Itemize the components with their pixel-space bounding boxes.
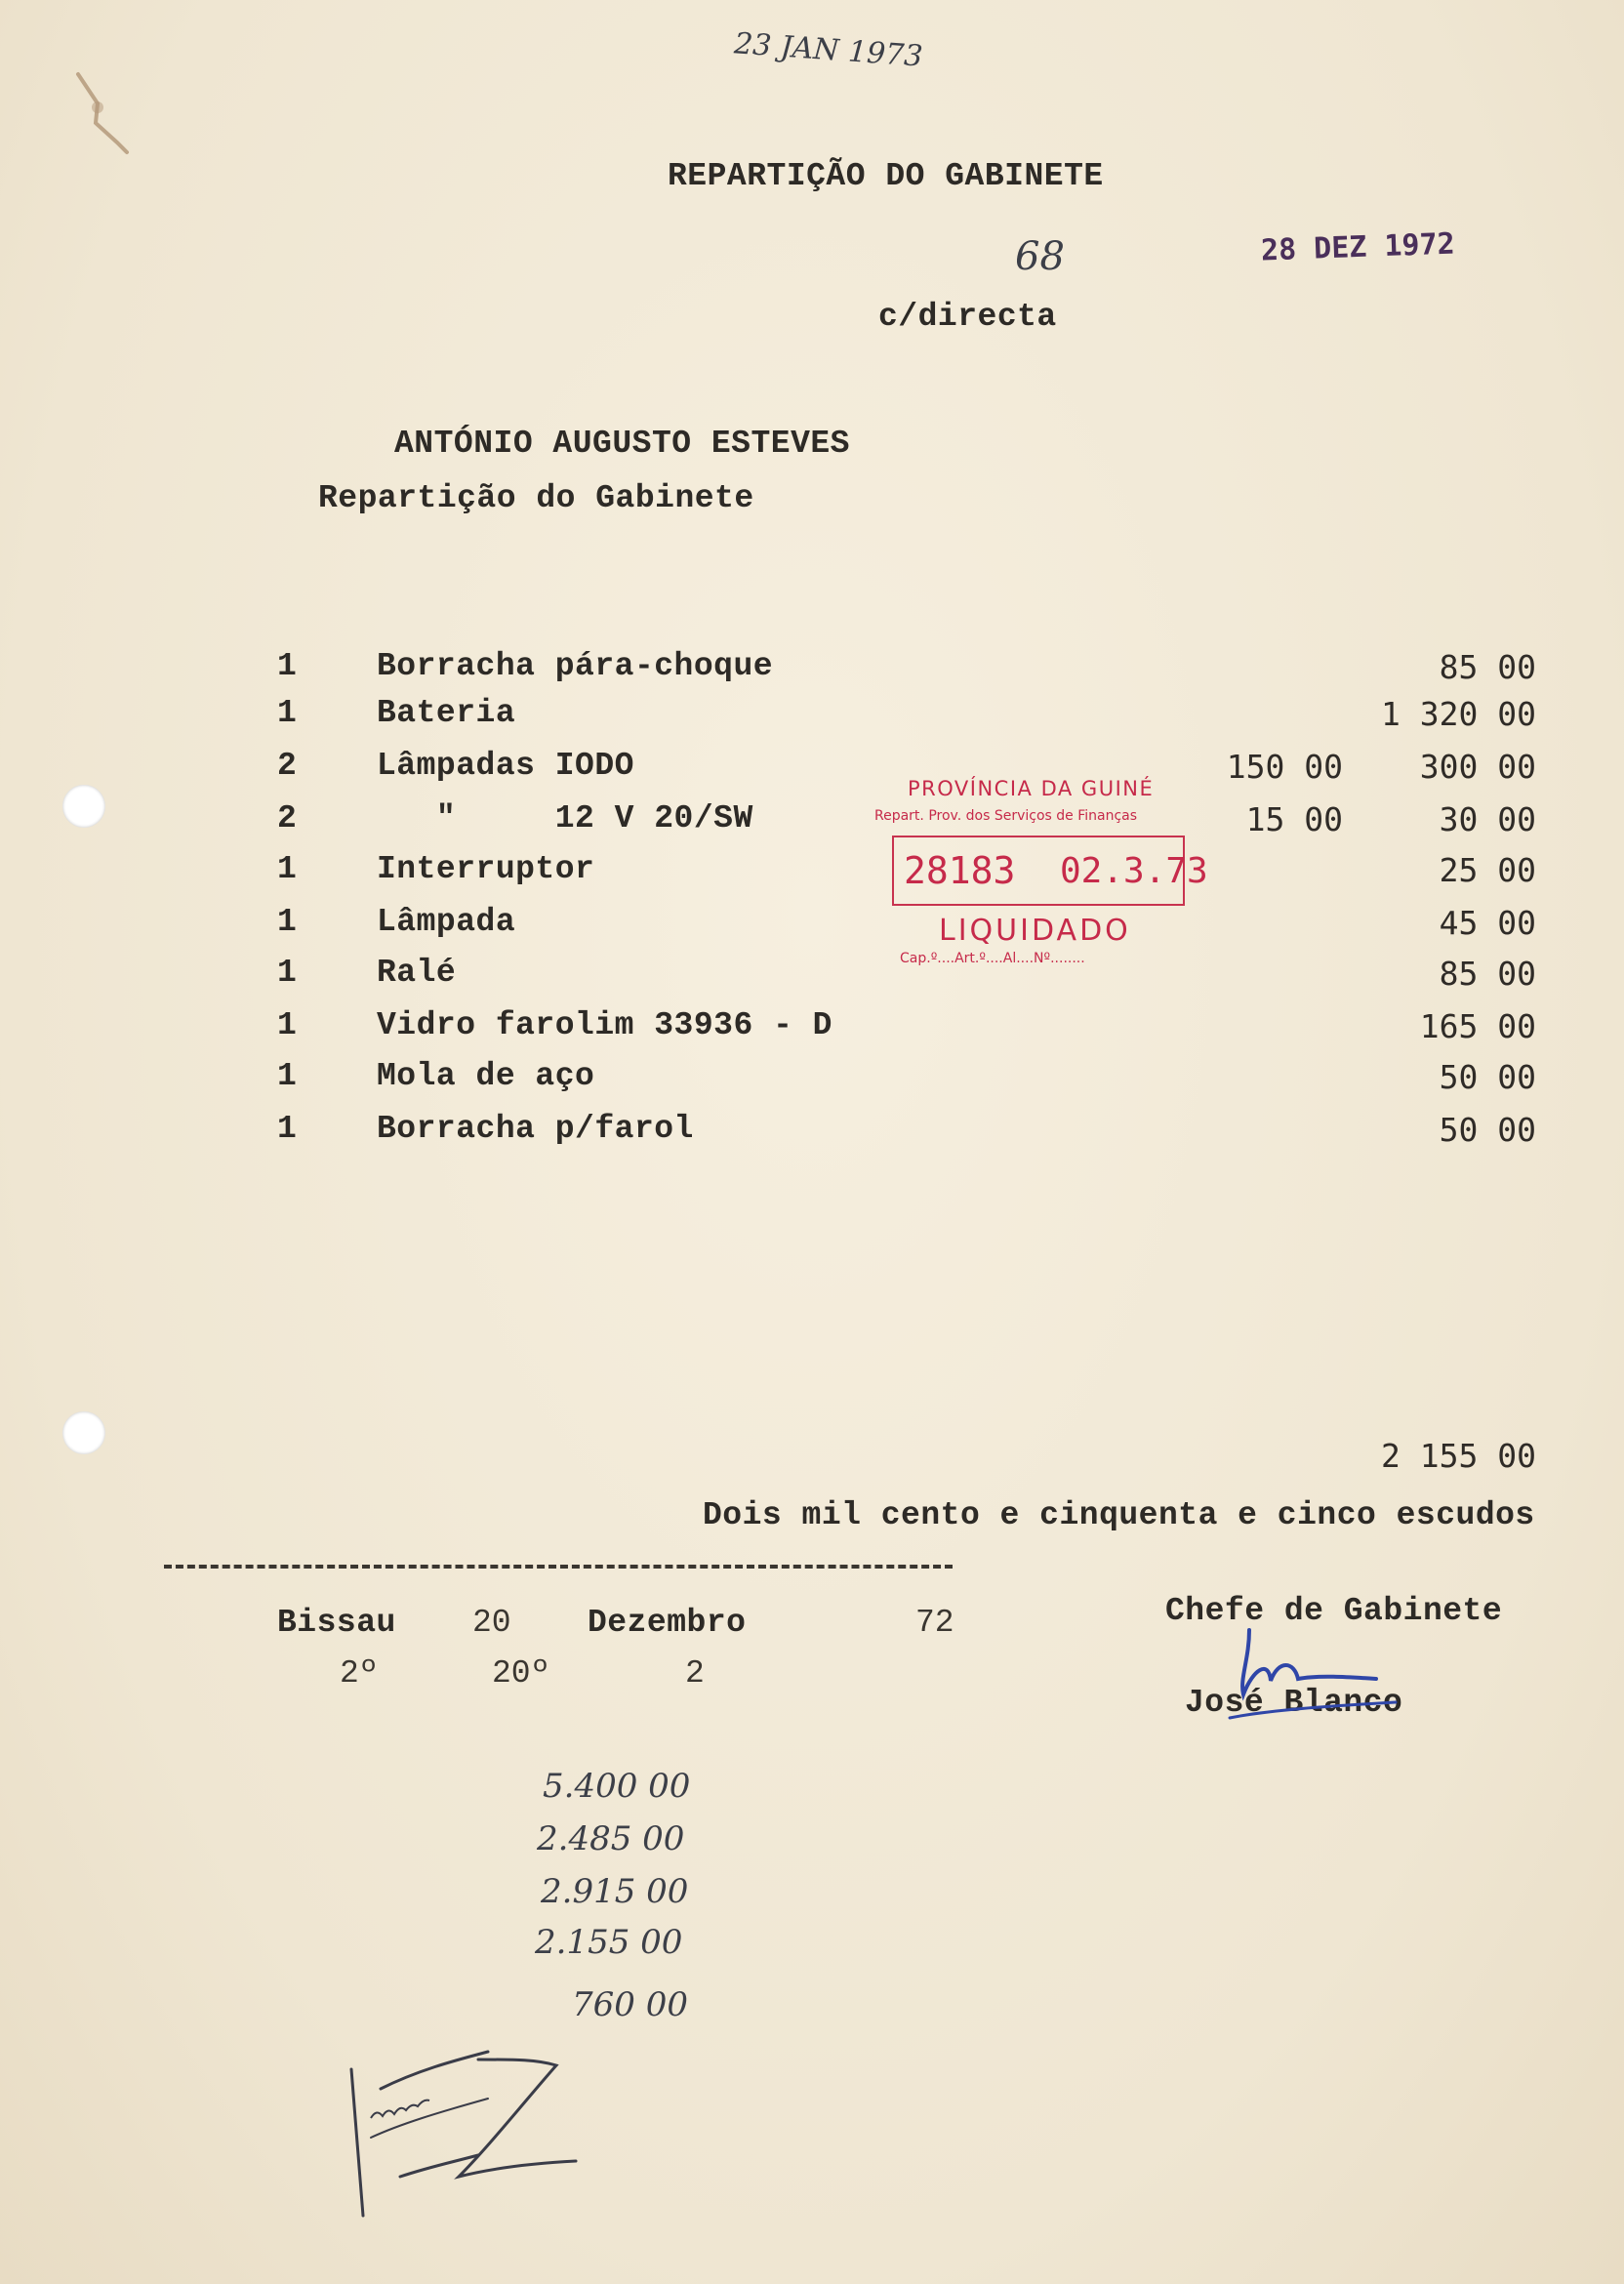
- item-qty: 1: [277, 695, 298, 731]
- stamp-office: Repart. Prov. dos Serviços de Finanças: [874, 808, 1138, 824]
- item-qty: 1: [277, 1007, 298, 1043]
- place-sub1: 2º: [340, 1655, 379, 1692]
- item-description: Lâmpada: [377, 904, 516, 940]
- item-qty: 2: [277, 800, 298, 836]
- place-day: 20: [472, 1605, 511, 1641]
- item-description: Interruptor: [377, 851, 595, 887]
- item-total: 50 00: [1439, 1058, 1536, 1096]
- supplier-name: ANTÓNIO AUGUSTO ESTEVES: [394, 426, 850, 462]
- date-stamp: 28 DEZ 1972: [1260, 226, 1456, 268]
- place-year: 72: [915, 1605, 954, 1641]
- item-description: Ralé: [377, 955, 457, 991]
- item-description: Lâmpadas IODO: [377, 748, 634, 784]
- received-date-handwritten: 23 JAN 1973: [733, 26, 924, 74]
- document-number: 68: [1015, 234, 1065, 279]
- item-qty: 1: [277, 1058, 298, 1094]
- item-qty: 1: [277, 955, 298, 991]
- stamp-status: LIQUIDADO: [939, 914, 1131, 948]
- stamp-footer: Cap.º....Art.º....Al....Nº........: [900, 951, 1085, 966]
- item-qty: 1: [277, 851, 298, 887]
- item-total: 45 00: [1439, 904, 1536, 942]
- item-qty: 1: [277, 648, 298, 684]
- payment-type: c/directa: [878, 299, 1057, 335]
- signatory-name: José Blanco: [1185, 1685, 1403, 1721]
- handwritten-calc-3: 2.915 00: [541, 1872, 689, 1911]
- supplier-department: Repartição do Gabinete: [318, 480, 754, 516]
- item-description: Borracha p/farol: [377, 1111, 694, 1147]
- item-total: 30 00: [1439, 800, 1536, 838]
- stamp-number: 28183: [904, 849, 1016, 892]
- handwritten-calc-2: 2.485 00: [537, 1819, 685, 1858]
- item-description: " 12 V 20/SW: [377, 800, 753, 836]
- item-total: 85 00: [1439, 955, 1536, 993]
- stamp-province: PROVÍNCIA DA GUINÉ: [908, 777, 1155, 800]
- total-in-words: Dois mil cento e cinquenta e cinco escudos: [703, 1497, 1535, 1533]
- place-sub3: 2: [685, 1655, 705, 1692]
- item-total: 25 00: [1439, 851, 1536, 889]
- item-qty: 1: [277, 904, 298, 940]
- item-description: Bateria: [377, 695, 516, 731]
- item-qty: 1: [277, 1111, 298, 1147]
- signatory-title: Chefe de Gabinete: [1165, 1593, 1503, 1629]
- punch-hole-bottom: [62, 1411, 105, 1454]
- handwritten-calc-4: 2.155 00: [535, 1923, 683, 1962]
- department-heading: REPARTIÇÃO DO GABINETE: [668, 158, 1104, 194]
- place-sub2: 20º: [492, 1655, 550, 1692]
- handwritten-calc-1: 5.400 00: [543, 1767, 691, 1806]
- place-city: Bissau: [277, 1605, 396, 1641]
- item-total: 50 00: [1439, 1111, 1536, 1149]
- item-description: Borracha pára-choque: [377, 648, 774, 684]
- item-unit-price: 150 00: [1226, 748, 1343, 786]
- item-description: Mola de aço: [377, 1058, 595, 1094]
- total-amount: 2 155 00: [1381, 1437, 1536, 1475]
- item-total: 85 00: [1439, 648, 1536, 686]
- item-qty: 2: [277, 748, 298, 784]
- handwritten-calc-5: 760 00: [572, 1985, 688, 2024]
- item-description: Vidro farolim 33936 - D: [377, 1007, 832, 1043]
- handwritten-initials: [342, 2030, 595, 2225]
- separator-line: [164, 1565, 953, 1569]
- signature-mark: [1210, 1601, 1405, 1728]
- punch-hole-top: [62, 785, 105, 828]
- item-total: 300 00: [1419, 748, 1536, 786]
- item-unit-price: 15 00: [1245, 800, 1343, 838]
- finance-stamp: [867, 769, 1218, 974]
- item-total: 165 00: [1419, 1007, 1536, 1045]
- item-total: 1 320 00: [1381, 695, 1536, 733]
- place-month: Dezembro: [588, 1605, 747, 1641]
- stamp-date: 02.3.73: [1060, 851, 1208, 891]
- paper-stain: [68, 64, 146, 162]
